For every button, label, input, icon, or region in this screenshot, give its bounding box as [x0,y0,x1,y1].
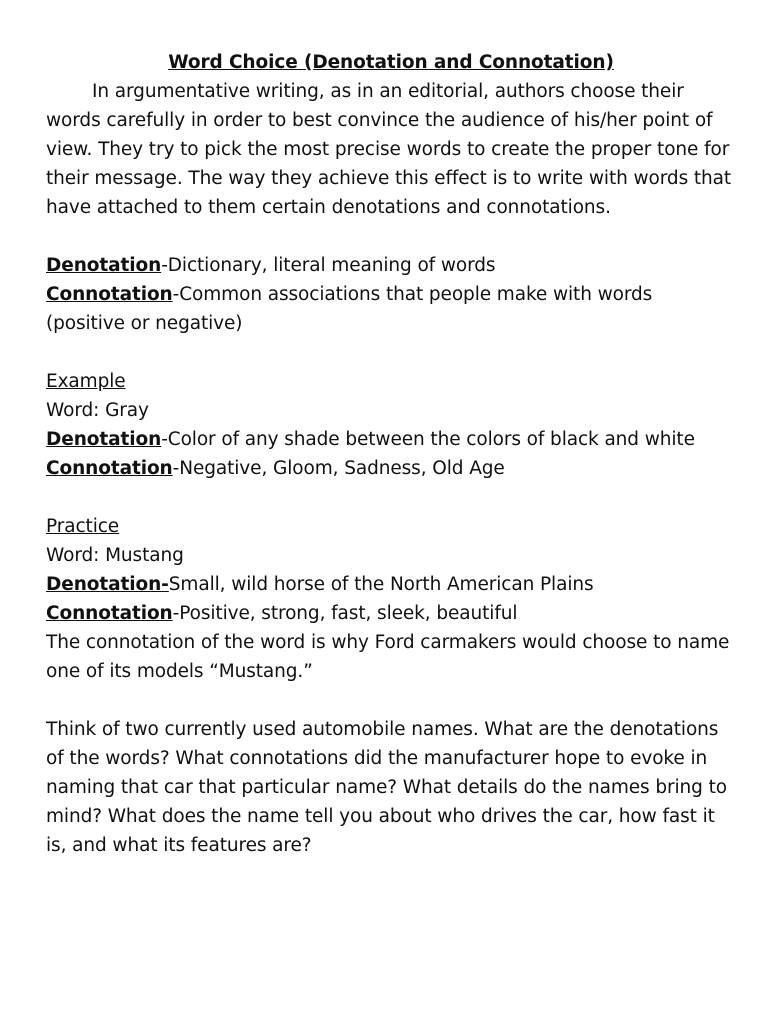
intro-paragraph: In argumentative writing, as in an editorial, authors choose their words carefully in order to best convince the audience of his/her point of view. They try to pick the most precise words to create the proper tone for their message. The way they achieve this effect is to write with words that have attached to them certain denotations and connotations. [46,81,732,218]
example-connotation-text: -Negative, Gloom, Sadness, Old Age [172,458,505,479]
closing-paragraph: Think of two currently used automobile names. What are the denotations of the words? What connotations did the manufacturer hope to evoke in naming that car that particular name? What details do the names bring to mind? What does the name tell you about who drives the car, how fast it is, and what its features are? [46,719,727,856]
spacer [46,222,736,251]
document-body [46,48,736,860]
practice-connotation [46,599,736,628]
definition-denotation [46,251,736,280]
practice-denotation-text: Small, wild horse of the North American Plains [168,574,594,595]
denotation-term: Denotation [46,255,162,276]
definition-connotation [46,280,736,338]
practice-denotation [46,570,736,599]
spacer [46,338,736,367]
practice-word: Word: Mustang [46,545,184,566]
example-connotation [46,454,736,483]
document-title: Word Choice (Denotation and Connotation) [168,52,614,73]
example-denotation [46,425,736,454]
example-heading: Example [46,371,126,392]
practice-connotation-term: Connotation [46,603,173,624]
connotation-definition: -Common associations that people make with words (positive or negative) [46,284,653,334]
example-denotation-term: Denotation [46,429,162,450]
practice-denotation-term: Denotation- [46,574,169,595]
connotation-term: Connotation [46,284,173,305]
practice-heading: Practice [46,516,120,537]
spacer [46,483,736,512]
example-denotation-text: -Color of any shade between the colors of black and white [161,429,695,450]
spacer [46,686,736,715]
practice-connotation-text: -Positive, strong, fast, sleek, beautiful [172,603,518,624]
denotation-definition: -Dictionary, literal meaning of words [161,255,496,276]
practice-note: The connotation of the word is why Ford carmakers would choose to name one of its models “Mustang.” [46,632,730,682]
example-word: Word: Gray [46,400,149,421]
example-connotation-term: Connotation [46,458,173,479]
